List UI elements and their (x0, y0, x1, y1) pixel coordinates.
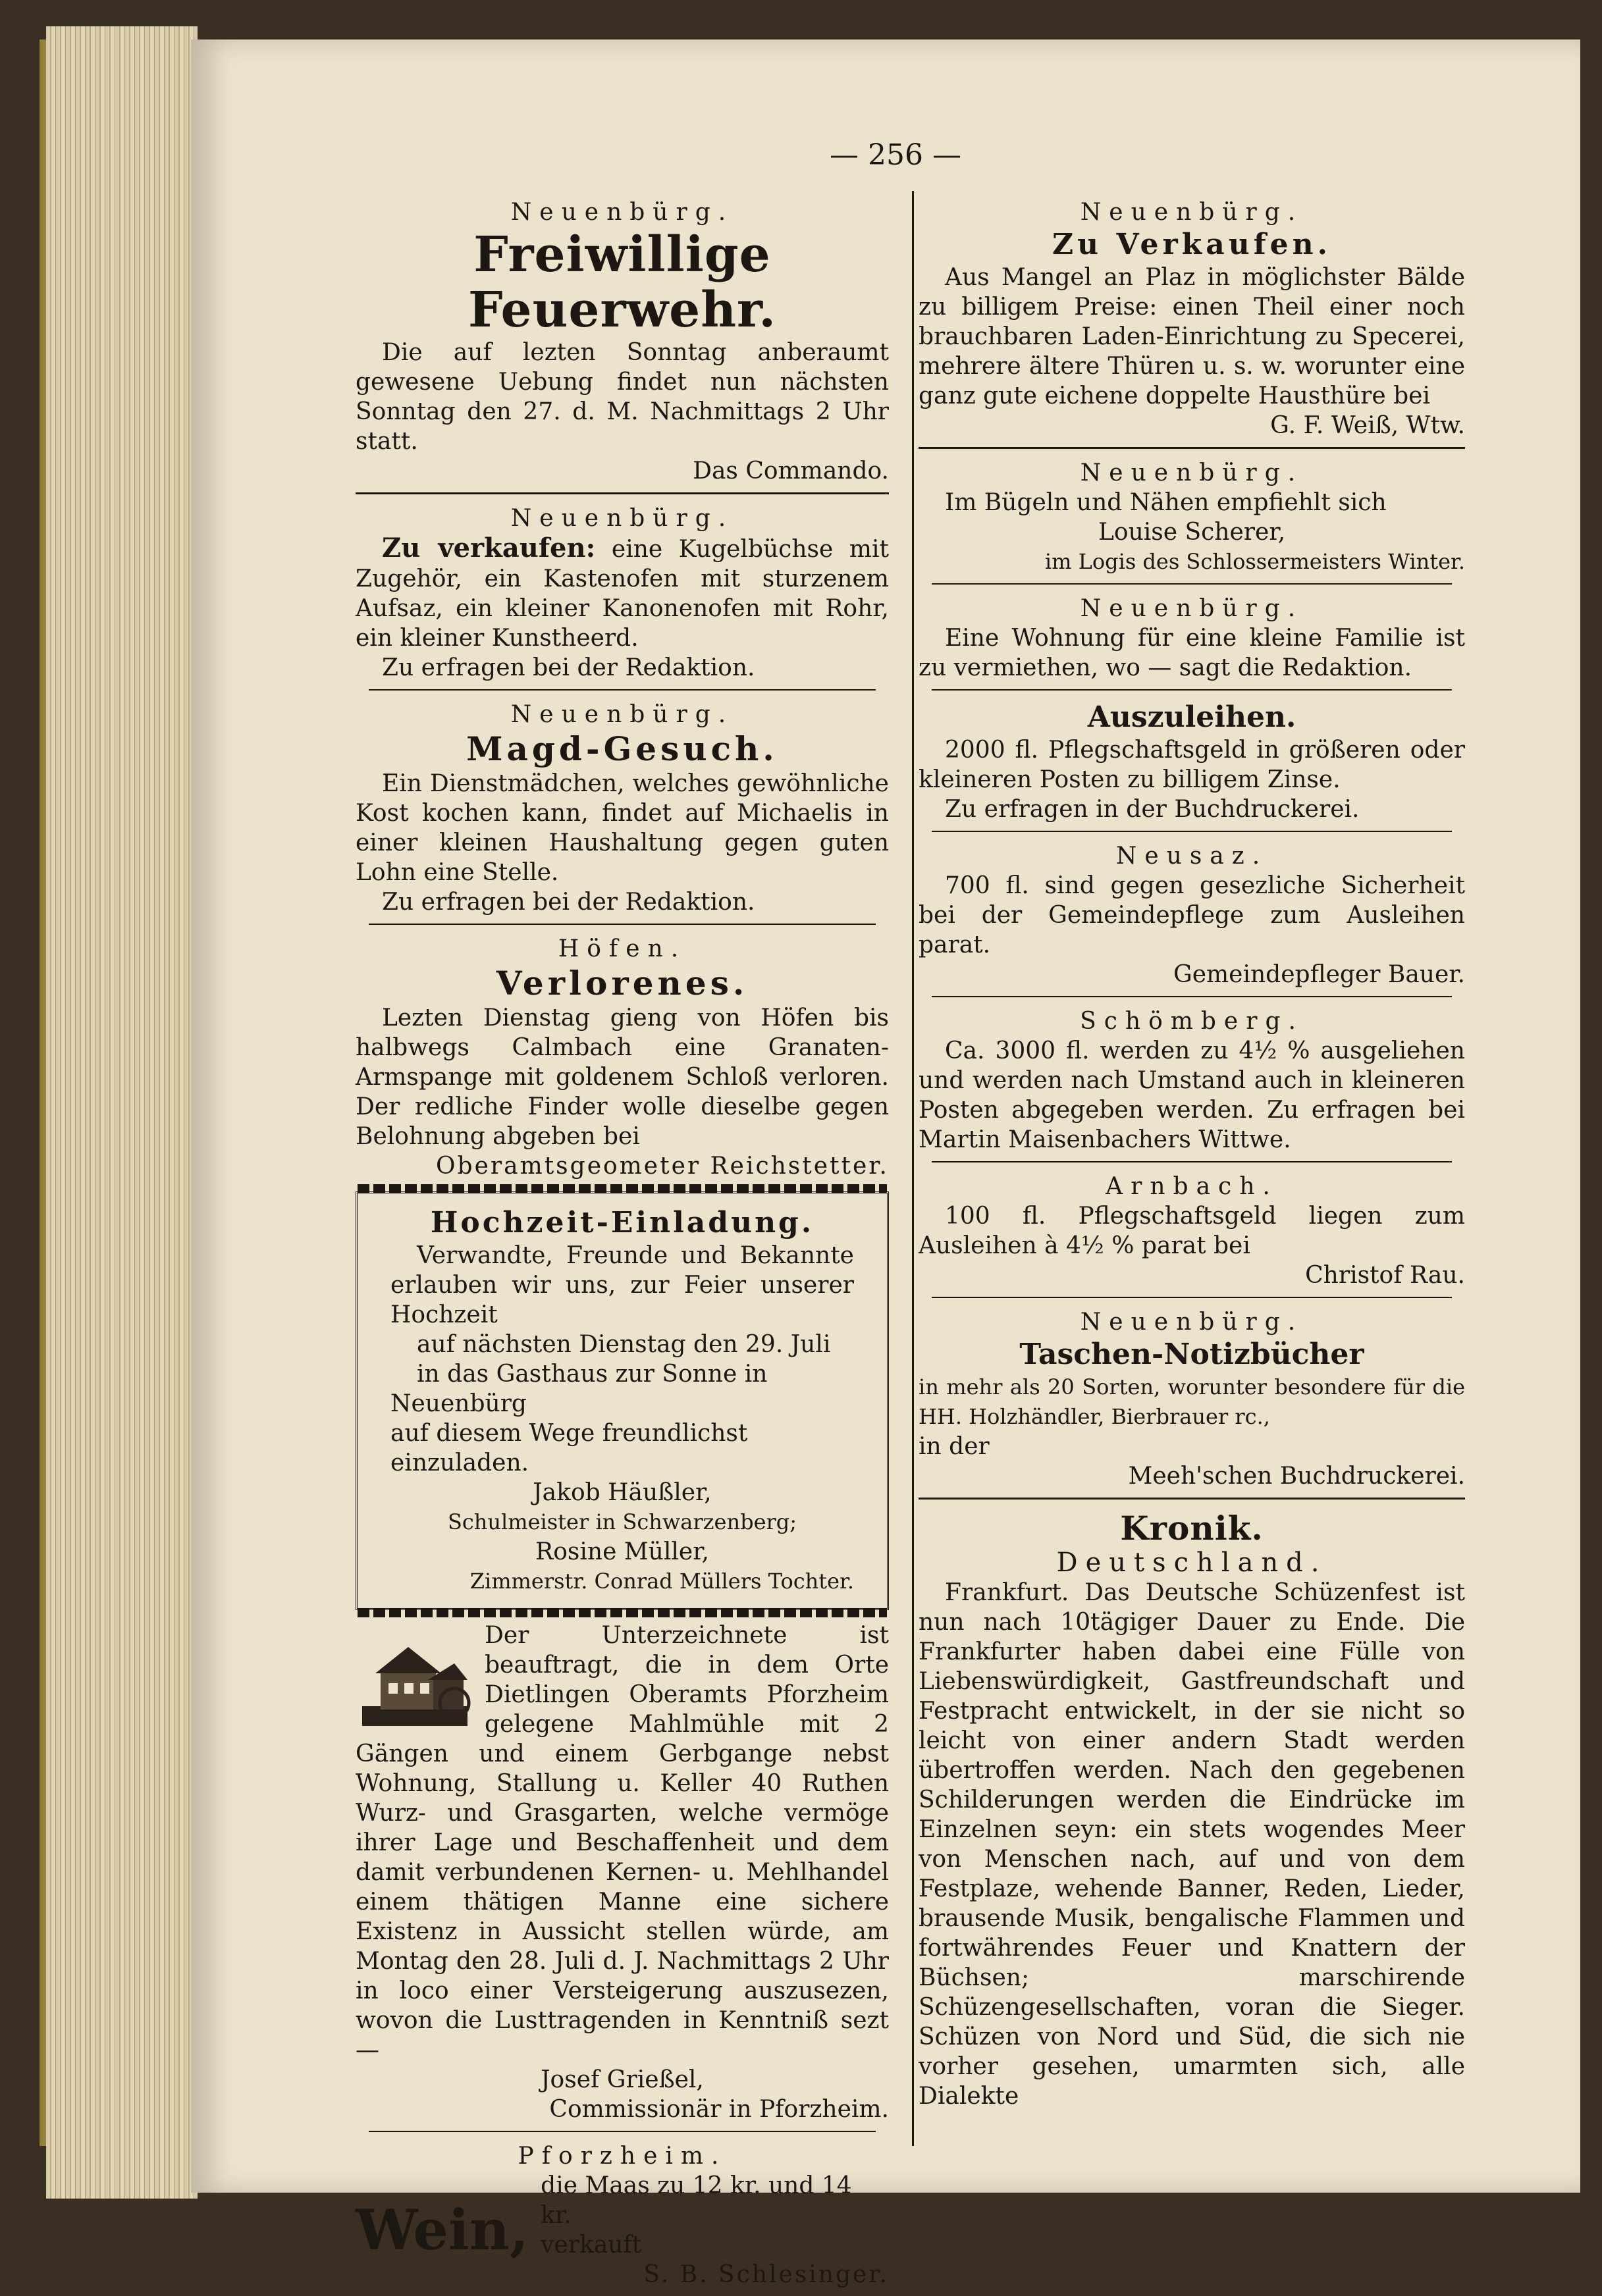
divider (932, 1161, 1452, 1162)
ad-line: auf nächsten Dienstag den 29. Juli (417, 1331, 831, 1358)
ad-place: Neuenbürg. (510, 701, 734, 728)
ad-feuerwehr (356, 197, 889, 486)
ad-body-text: eine Kugelbüchse mit Zugehör, ein Kastenofen mit sturzenem Aufsaz, ein kleiner Kanonenofen mit Rohr, ein kleiner Kunstheerd. (356, 536, 889, 652)
divider (932, 583, 1452, 585)
ad-line: auf diesem Wege freundlichst einzuladen. (390, 1420, 748, 1476)
divider (369, 2131, 876, 2132)
ad-body: Eine Wohnung für eine kleine Familie ist zu vermiethen, wo — sagt die Redaktion. (919, 625, 1465, 681)
ad-signature: Das Commando. (693, 457, 889, 484)
ad-wohnung (919, 594, 1465, 683)
ad-role: Zimmerstr. Conrad Müllers Tochter. (469, 1569, 854, 1594)
ad-place: Neuenbürg. (1080, 595, 1304, 622)
ad-signature: S. B. Schlesinger. (643, 2261, 889, 2288)
ad-arnbach (919, 1172, 1465, 1290)
ad-body: Die auf lezten Sonntag anberaumt gewesene Uebung findet nun nächsten Sonntag den 27. d. M. Nachmittags 2 Uhr statt. (356, 339, 889, 455)
ad-body (356, 533, 889, 653)
ad-inquiry: Zu erfragen bei der Redaktion. (382, 889, 755, 916)
ad-body: in der (919, 1433, 990, 1460)
ad-body: 2000 fl. Pflegschaftsgeld in größeren oder kleineren Posten zu billigem Zinse. (919, 737, 1465, 793)
ad-place: Neuenbürg. (1080, 459, 1304, 486)
ad-place: Neuenbürg. (510, 199, 734, 226)
ad-signature: Josef Grießel, (541, 2066, 704, 2093)
ad-verkaufen (356, 504, 889, 683)
column-divider (912, 191, 914, 2146)
ad-title: Auszuleihen. (1087, 700, 1296, 734)
ad-place: Neusaz. (1115, 843, 1268, 870)
ad-body: verkauft (541, 2231, 642, 2258)
ad-verlorenes (356, 934, 889, 1181)
ad-body: Im Bügeln und Nähen empfiehlt sich (945, 489, 1387, 516)
ad-place: Schömberg. (1080, 1008, 1304, 1035)
divider (356, 492, 889, 494)
divider (932, 996, 1452, 997)
ad-body: in mehr als 20 Sorten, worunter besondere für die HH. Holzhändler, Bierbrauer rc., (919, 1374, 1465, 1429)
ad-neusaz (919, 841, 1465, 989)
ad-title: Freiwillige Feuerwehr. (468, 226, 776, 338)
ad-place: Arnbach. (1106, 1173, 1278, 1200)
ad-signature: Christof Rau. (1305, 1262, 1465, 1289)
ad-role: Schulmeister in Schwarzenberg; (447, 1509, 797, 1534)
ad-body: Ca. 3000 fl. werden zu 4½ % ausgeliehen und werden nach Umstand auch in kleineren Posten abgegeben werden. Zu erfragen bei Martin Maisenbachers Wittwe. (919, 1037, 1465, 1153)
divider (932, 831, 1452, 832)
ad-name: Louise Scherer, (1098, 519, 1286, 546)
divider (369, 924, 876, 925)
ad-body: Ein Dienstmädchen, welches gewöhnliche Kost kochen kann, findet auf Michaelis in einer kleinen Haushaltung gegen guten Lohn eine Stelle. (356, 770, 889, 886)
left-column (356, 197, 889, 2296)
ad-signature: Gemeindepfleger Bauer. (1173, 961, 1465, 988)
kronik-section (919, 1509, 1465, 2111)
ad-inquiry: Zu erfragen bei der Redaktion. (382, 654, 755, 681)
ad-buegeln (919, 458, 1465, 577)
ad-body: 100 fl. Pflegschaftsgeld liegen zum Ausleihen à 4½ % parat bei (919, 1203, 1465, 1259)
book-page-edges (46, 26, 198, 2199)
divider (919, 447, 1465, 449)
ad-muehle (356, 1621, 889, 2124)
ad-place: Neuenbürg. (1080, 1309, 1304, 1336)
divider (932, 1297, 1452, 1298)
ad-name: Rosine Müller, (535, 1538, 709, 1565)
ad-signature: Commissionär in Pforzheim. (549, 2096, 889, 2123)
ad-ausleihen (919, 700, 1465, 824)
mill-house-icon (356, 1627, 474, 1733)
ad-place: Neuenbürg. (510, 505, 734, 532)
ad-signature: Oberamtsgeometer Reichstetter. (436, 1153, 889, 1180)
ad-line: Verwandte, Freunde und Bekannte erlauben wir uns, zur Feier unserer Hochzeit (390, 1242, 854, 1328)
divider (932, 689, 1452, 691)
ad-body: Aus Mangel an Plaz in möglichster Bälde zu billigem Preise: einen Theil einer noch brauchbaren Laden-Einrichtung zu Specerei, mehrere ältere Thüren u. s. w. worunter eine ganz gute eichene doppelte Hausthüre bei (919, 264, 1465, 409)
ad-body-wrap (541, 2171, 889, 2260)
ad-title: Magd-Gesuch. (466, 729, 778, 768)
ad-body: Lezten Dienstag gieng von Höfen bis halbwegs Calmbach eine Granaten-Armspange mit goldenem Schloß verloren. Der redliche Finder wolle dieselbe gegen Belohnung abgeben bei (356, 1004, 889, 1150)
kronik-title: Kronik. (1120, 1509, 1264, 1548)
right-column (919, 197, 1465, 2118)
ad-title: Hochzeit-Einladung. (430, 1206, 814, 1239)
ad-signature: Meeh'schen Buchdruckerei. (1128, 1463, 1465, 1490)
ad-notizbuecher (919, 1307, 1465, 1491)
ad-wein-line (356, 2171, 889, 2260)
kronik-body: Frankfurt. Das Deutsche Schüzenfest ist nun nach 10tägiger Dauer zu Ende. Die Frankfurter haben dabei eine Fülle von Liebenswürdigkeit, Gastfreundschaft und Festpracht entwickelt, in der sie nicht so leicht von einer andern Stadt werden übertroffen werden. Nach den gegebenen Schilderungen werden die Eindrücke im Einzelnen seyn: ein stets wogendes Meer von Menschen nach, auf und von dem Festplaze, wehende Banner, Reden, Lieder, brausende Musik, bengalische Flammen und fortwährendes Feuer und Knattern der Büchsen; marschirende Schüzengesellschaften, voran die Sieger. Schüzen von Nord und Süd, die sich nie vorher gesehen, umarmten sich, alle Dialekte (919, 1579, 1465, 2110)
kronik-country: Deutschland. (1056, 1548, 1327, 1578)
ad-lead: Zu verkaufen: (382, 533, 596, 563)
ad-place: Höfen. (558, 935, 687, 962)
ad-zuverkaufen (919, 197, 1465, 440)
ad-wein (356, 2141, 889, 2289)
ad-magd (356, 700, 889, 917)
ad-body: 700 fl. sind gegen gesezliche Sicherheit bei der Gemeindepflege zum Ausleihen parat. (919, 872, 1465, 958)
page-number: — 256 — (830, 138, 961, 172)
ad-title: Taschen-Notizbücher (1019, 1338, 1364, 1371)
ad-line: in das Gasthaus zur Sonne in Neuenbürg (390, 1361, 768, 1417)
ad-schoemberg (919, 1006, 1465, 1155)
ad-title: Zu Verkaufen. (1052, 228, 1331, 261)
ad-body: die Maas zu 12 kr. und 14 kr. (541, 2172, 852, 2229)
ad-body: Der Unterzeichnete ist beauftragt, die in dem Orte Dietlingen Oberamts Pforzheim gelegene Mahlmühle mit 2 Gängen und einem Gerbgange nebst Wohnung, Stallung u. Keller 40 Ruthen Wurz- und Grasgarten, welche vermöge ihrer Lage und Beschaffenheit und dem damit verbundenen Kernen- u. Mehlhandel einem thätigen Manne eine sichere Existenz in Aussicht stellen würde, am Montag den 28. Juli d. J. Nachmittags 2 Uhr in loco einer Versteigerung auszusezen, wovon die Lusttragenden in Kenntniß sezt — (356, 1622, 889, 2064)
ad-inquiry: Zu erfragen in der Buchdruckerei. (945, 796, 1360, 823)
ad-title: Verlorenes. (496, 964, 749, 1003)
ad-place: Neuenbürg. (1080, 199, 1304, 226)
ad-name: Jakob Häußler, (533, 1479, 712, 1506)
ad-sub: im Logis des Schlossermeisters Winter. (1044, 549, 1465, 574)
divider (919, 1498, 1465, 1500)
ad-signature: G. F. Weiß, Wtw. (1270, 412, 1465, 439)
ad-title: Wein, (356, 2197, 529, 2262)
ad-hochzeit (356, 1191, 889, 1610)
ad-place: Pforzheim. (518, 2143, 727, 2170)
divider (369, 689, 876, 691)
